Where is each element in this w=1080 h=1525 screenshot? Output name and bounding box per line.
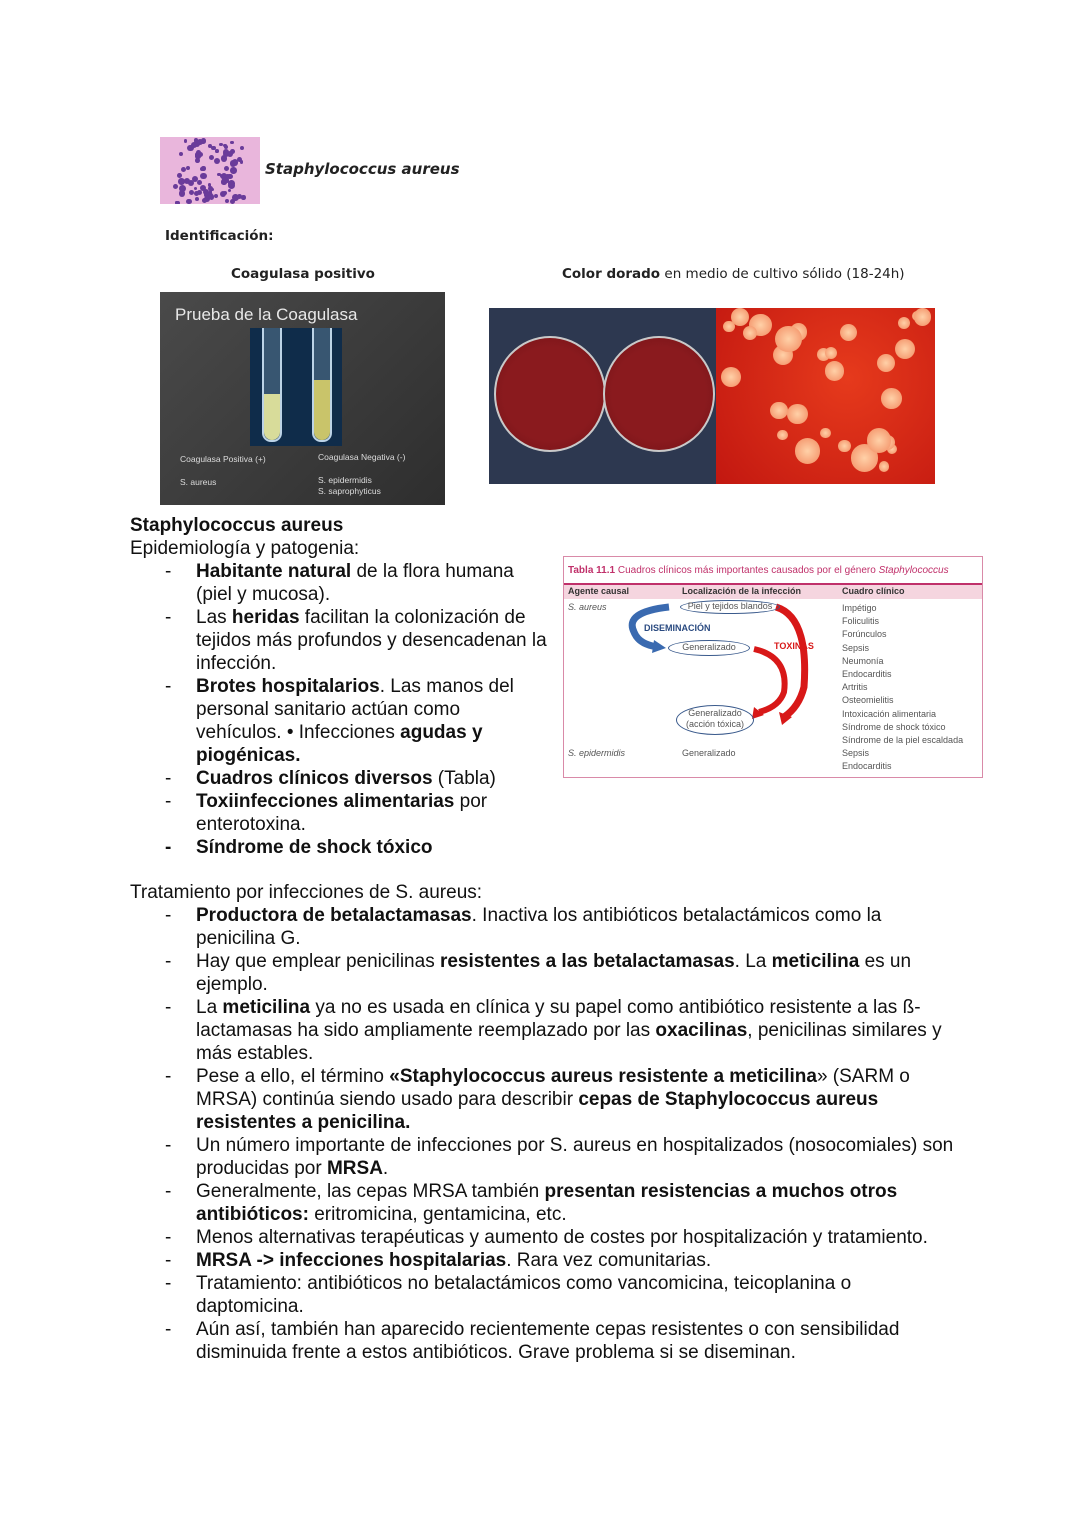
bullet-dash: - [165, 768, 172, 789]
list-item [130, 950, 960, 996]
text: . Las manos del personal sanitario actúan como vehículos. • Infecciones [196, 676, 514, 743]
negative-species-2: S. saprophyticus [318, 486, 381, 496]
culture-heading-bold: Color dorado [562, 266, 661, 282]
bullet-dash: - [165, 837, 172, 858]
clinical-table-image [563, 556, 983, 778]
epidemiology-subtitle: Epidemiología y patogenia: [130, 538, 360, 559]
toxins-label: TOXINAS [774, 641, 814, 651]
bullet-dash: - [165, 951, 172, 972]
epidemiology-section [130, 514, 550, 859]
clinical-list [842, 602, 963, 774]
clinical-condition: Intoxicación alimentaria [842, 708, 937, 719]
clinical-condition: Endocarditis [842, 669, 892, 680]
list-item [130, 904, 960, 950]
clinical-condition: Osteomielitis [842, 695, 894, 706]
bold-text: MRSA [326, 1158, 383, 1179]
bullet-dash: - [165, 1250, 172, 1271]
list-item [130, 1180, 960, 1226]
location-generalized: Generalizado [668, 640, 750, 656]
header-location: Localización de la infección [682, 586, 802, 596]
list-item [130, 1318, 960, 1364]
bullet-dash: - [165, 1135, 172, 1156]
bold-text: meticilina [771, 951, 860, 972]
text: Menos alternativas terapéuticas y aumento de costes por hospitalización y tratamiento. [196, 1227, 928, 1248]
treatment-list [130, 904, 960, 1364]
bullet-dash: - [165, 1273, 172, 1294]
table-caption-text: Cuadros clínicos más importantes causados por el género [617, 565, 879, 576]
location-toxic-line2: (acción tóxica) [685, 719, 745, 729]
coagulase-heading: Coagulasa positivo [231, 266, 375, 282]
list-item [130, 606, 550, 675]
list-item [130, 560, 550, 606]
toxins-arrow-inner [754, 649, 785, 712]
table-number: Tabla 11.1 [568, 565, 616, 576]
list-item [130, 767, 550, 790]
agar-plates-image [489, 308, 716, 484]
bold-text: Productora de betalactamasas [196, 905, 472, 926]
location-toxic-line1: Generalizado [688, 708, 742, 718]
text: . Inactiva los antibióticos betalactámicos como la penicilina G. [196, 905, 882, 949]
header-agent: Agente causal [568, 586, 630, 596]
text: por enterotoxina. [196, 791, 488, 835]
text: La [196, 997, 223, 1018]
clinical-condition: Foliculitis [842, 616, 880, 627]
list-item [130, 1249, 960, 1272]
golden-colonies-image [716, 308, 935, 484]
clinical-condition: Síndrome de la piel escaldada [842, 735, 964, 746]
bold-text: Brotes hospitalarios [196, 676, 380, 697]
bold-text: heridas [231, 607, 300, 628]
bold-text: oxacilinas [655, 1020, 748, 1041]
list-item [130, 996, 960, 1065]
text: Las [196, 607, 232, 628]
text: es un ejemplo. [196, 951, 912, 995]
clinical-condition: Neumonía [842, 655, 884, 666]
bullet-dash: - [165, 997, 172, 1018]
bold-text: Síndrome de shock tóxico [196, 837, 433, 858]
negative-label: Coagulasa Negativa (-) [318, 452, 406, 462]
agent-s-aureus: S. aureus [568, 602, 607, 612]
clinical-condition: Sepsis [842, 748, 870, 759]
bold-text: agudas y piogénicas. [196, 722, 483, 766]
test-tubes-photo [250, 328, 342, 446]
text: facilitan la colonización de tejidos más profundos y desencadenan la infección. [196, 607, 547, 674]
clinical-condition: Impétigo [842, 603, 877, 613]
text: eritromicina, gentamicina, etc. [308, 1204, 567, 1225]
text: ya no es usada en clínica y su papel como antibiótico resistente a las ß-lactamasas ha sido ampliamente reemplazado por las [196, 997, 921, 1041]
organism-title: Staphylococcus aureus [265, 160, 460, 178]
bullet-dash: - [165, 561, 172, 582]
list-item [130, 1226, 960, 1249]
positive-label: Coagulasa Positiva (+) [180, 454, 266, 464]
list-item [130, 836, 550, 859]
bullet-dash: - [165, 1319, 172, 1340]
list-item [130, 1272, 960, 1318]
culture-heading-rest: en medio de cultivo sólido (18-24h) [660, 266, 905, 282]
epidemiology-title: Staphylococcus aureus [130, 515, 344, 536]
text: Tratamiento: antibióticos no betalactámicos como vancomicina, teicoplanina o daptomicina. [196, 1273, 852, 1317]
list-item [130, 1134, 960, 1180]
clinical-condition: Forúnculos [842, 629, 887, 640]
clinical-condition: Artritis [842, 682, 868, 693]
header-clinical: Cuadro clínico [842, 586, 905, 596]
bold-text: cepas de Staphylococcus aureus resistentes a penicilina. [196, 1089, 879, 1133]
text: Generalmente, las cepas MRSA también [196, 1181, 545, 1202]
bullet-dash: - [165, 1227, 172, 1248]
text: » (SARM o MRSA) continúa siendo usado para describir [196, 1066, 910, 1110]
bullet-dash: - [165, 1066, 172, 1087]
dissemination-label: DISEMINACIÓN [644, 623, 711, 633]
text: Aún así, también han aparecido recientemente cepas resistentes o con sensibilidad disminuida frente a estos antibióticos. Grave problema si se diseminan. [196, 1319, 900, 1363]
bold-text: «Staphylococcus aureus resistente a meticilina [389, 1066, 817, 1087]
location-toxic [676, 705, 754, 735]
positive-species: S. aureus [180, 477, 217, 487]
bold-text: resistentes a las betalactamasas [439, 951, 735, 972]
bullet-dash: - [165, 1181, 172, 1202]
bullet-dash: - [165, 791, 172, 812]
text: de la flora humana (piel y mucosa). [196, 561, 514, 605]
identification-label: Identificación: [165, 228, 274, 244]
list-item [130, 790, 550, 836]
bold-text: Cuadros clínicos diversos [196, 768, 433, 789]
bold-text: Habitante natural [196, 561, 352, 582]
list-item [130, 675, 550, 767]
bold-text: presentan resistencias a muchos otros antibióticos: [196, 1181, 898, 1225]
bullet-dash: - [165, 676, 172, 697]
bold-text: MRSA -> infecciones hospitalarias [196, 1250, 507, 1271]
text: Un número importante de infecciones por S. aureus en hospitalizados (nosocomiales) son producidas por [196, 1135, 954, 1179]
list-item [130, 1065, 960, 1134]
bold-text: meticilina [222, 997, 311, 1018]
microscopy-image [160, 137, 260, 204]
text: Pese a ello, el término [196, 1066, 390, 1087]
location-skin: Piel y tejidos blandos [680, 600, 780, 614]
location-epidermidis: Generalizado [682, 748, 736, 758]
clinical-condition: Endocarditis [842, 761, 892, 772]
coagulase-test-image [160, 292, 445, 505]
text: . Rara vez comunitarias. [506, 1250, 712, 1271]
bullet-dash: - [165, 905, 172, 926]
clinical-condition: Sepsis [842, 642, 870, 653]
table-caption-genus: Staphylococcus [878, 565, 949, 576]
text: (Tabla) [432, 768, 496, 789]
text: . [382, 1158, 389, 1179]
epidemiology-list [130, 560, 550, 859]
treatment-title: Tratamiento por infecciones de S. aureus: [130, 882, 483, 903]
text: . La [734, 951, 772, 972]
clinical-condition: Síndrome de shock tóxico [842, 721, 946, 732]
culture-heading [562, 266, 905, 282]
bullet-dash: - [165, 607, 172, 628]
bold-text: Toxiinfecciones alimentarias [196, 791, 455, 812]
coagulase-slide-title: Prueba de la Coagulasa [175, 305, 358, 324]
text: , penicilinas similares y más estables. [196, 1020, 942, 1064]
negative-species-1: S. epidermidis [318, 475, 372, 485]
agent-s-epidermidis: S. epidermidis [568, 748, 626, 758]
treatment-section [130, 881, 960, 1364]
text: Hay que emplear penicilinas [196, 951, 440, 972]
